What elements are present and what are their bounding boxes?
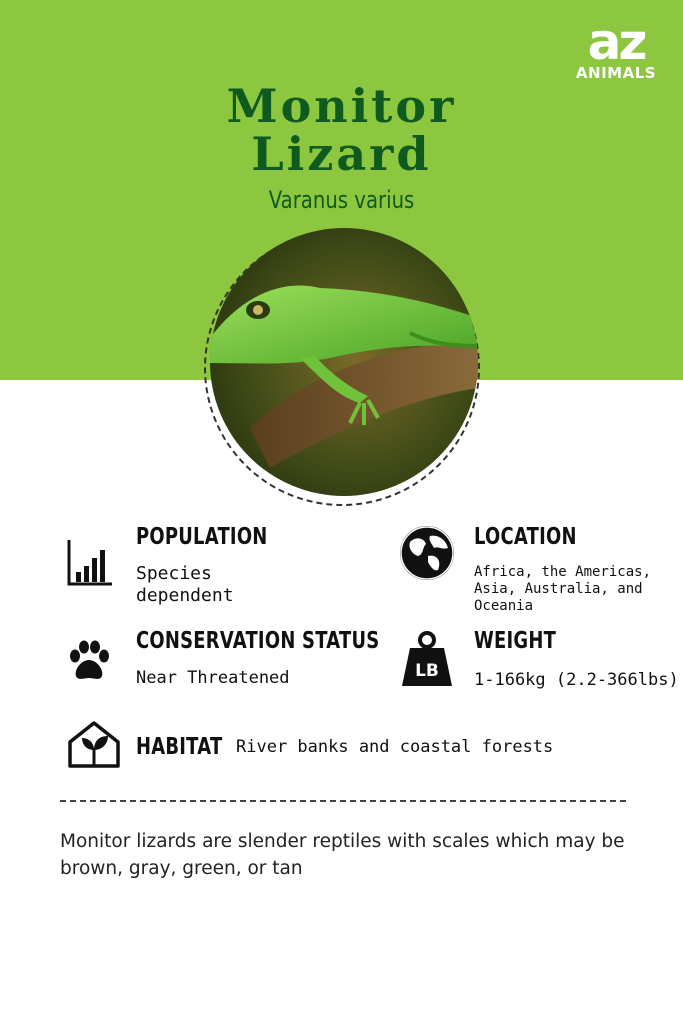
weight-label: WEIGHT <box>474 628 557 654</box>
conservation-value: Near Threatened <box>136 668 290 688</box>
logo-az: az <box>587 13 645 71</box>
location-label: LOCATION <box>474 524 577 550</box>
habitat-value: River banks and coastal forests <box>236 737 554 757</box>
description: Monitor lizards are slender reptiles with scales which may be brown, gray, green, or tan <box>60 831 625 879</box>
bar-chart-icon <box>66 538 114 593</box>
logo-animals: ANIMALS <box>575 64 657 82</box>
lizard-photo <box>210 228 478 496</box>
habitat-label: HABITAT <box>136 734 223 760</box>
location-value-3: Oceania <box>474 598 534 614</box>
population-value-2: dependent <box>136 585 234 606</box>
location-value-2: Asia, Australia, and <box>474 581 643 597</box>
location-value-1: Africa, the Americas, <box>474 564 652 580</box>
scientific-name: Varanus varius <box>268 186 415 214</box>
weight-icon <box>398 630 456 693</box>
paw-icon <box>66 638 112 689</box>
page-title <box>0 79 683 181</box>
title-line-2: Lizard <box>251 127 432 181</box>
globe-icon <box>398 524 456 587</box>
population-value-1: Species <box>136 563 212 584</box>
weight-value: 1-166kg (2.2-366lbs) <box>474 670 679 690</box>
az-animals-logo[interactable] <box>571 13 661 82</box>
title-line-1: Monitor <box>226 79 457 133</box>
house-plant-icon <box>66 720 122 773</box>
population-label: POPULATION <box>136 524 268 550</box>
weight-icon-text: LB <box>415 661 439 681</box>
conservation-label: CONSERVATION STATUS <box>136 628 380 654</box>
section-divider <box>60 800 626 802</box>
